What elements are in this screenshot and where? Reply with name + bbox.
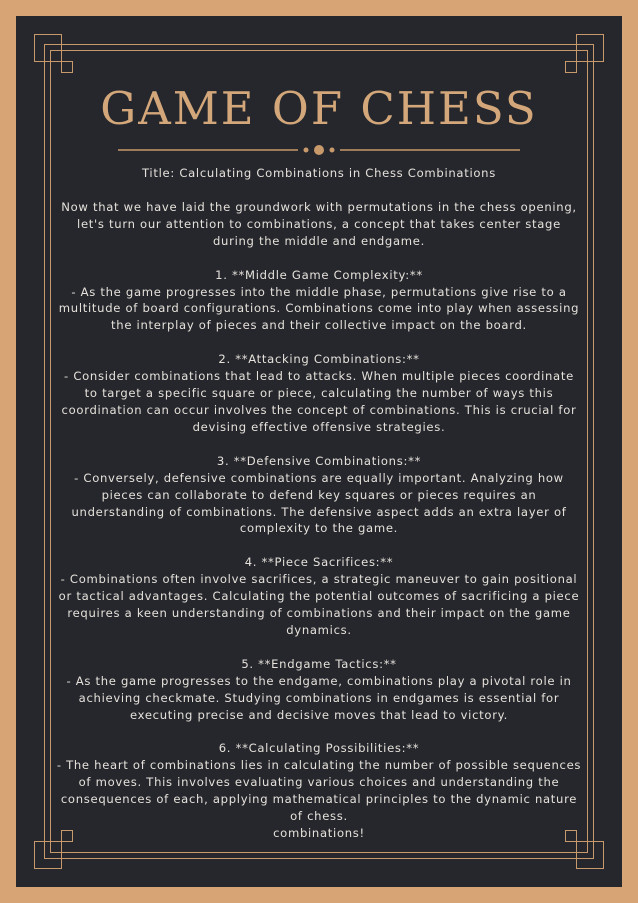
section-defensive <box>56 453 582 538</box>
section-heading: 4. **Piece Sacrifices:** <box>244 555 394 570</box>
section-body: - As the game progresses into the middle phase, permutations give rise to a multitude of board configurations. Combinations come into play when assessing the interplay of pieces and their collective impact on the board. <box>58 284 580 333</box>
section-body: - Conversely, defensive combinations are equally important. Analyzing how pieces can collaborate to defend key squares or pieces requires an understanding of combinations. The defensive aspect adds an extra layer of complexity to the game. <box>71 470 567 536</box>
section-heading: 5. **Endgame Tactics:** <box>241 656 397 671</box>
corner-ornament-bottom-left <box>34 841 62 869</box>
section-endgame <box>56 656 582 724</box>
section-body: - As the game progresses to the endgame, combinations play a pivotal role in achieving checkmate. Studying combinations in endgames is essential for executing precise and decisive moves that lead to victory. <box>66 673 572 722</box>
section-body: - Combinations often involve sacrifices, a strategic maneuver to gain positional or tactical advantages. Calculating the potential outcomes of sacrificing a piece requires a keen understanding of combinations and their impact on the game dynamics. <box>58 572 580 637</box>
poster-panel <box>16 16 622 887</box>
section-middle-game <box>56 267 582 335</box>
intro-paragraph: Now that we have laid the groundwork with permutations in the chess opening, let's turn our attention to combinations, a concept that takes center stage during the middle and endgame. <box>61 199 577 248</box>
article-subtitle: Title: Calculating Combinations in Chess Combinations <box>142 166 496 180</box>
page-title: GAME OF CHESS <box>100 82 538 135</box>
corner-ornament-top-left <box>34 34 62 62</box>
section-possibilities <box>56 740 582 841</box>
corner-ornament-top-right <box>576 34 604 62</box>
section-heading: 1. **Middle Game Complexity:** <box>215 267 423 282</box>
corner-ornament-bottom-right <box>576 841 604 869</box>
title-divider-ornament <box>118 144 520 156</box>
section-body: - Consider combinations that lead to attacks. When multiple pieces coordinate to target a specific square or piece, calculating the number of ways this coordination can occur involves the concept of combinations. This is crucial for devising effective offensive strategies. <box>61 369 577 434</box>
section-heading: 2. **Attacking Combinations:** <box>218 352 420 367</box>
article-body <box>56 165 582 842</box>
section-attacking <box>56 351 582 436</box>
section-heading: 3. **Defensive Combinations:** <box>216 453 422 468</box>
section-body: - The heart of combinations lies in calculating the number of possible sequences of moves. This involves evaluating various choices and understanding the consequences of each, applying mathematical principles to the dynamic nature of chess. combinations! <box>56 758 582 840</box>
section-heading: 6. **Calculating Possibilities:** <box>218 741 420 756</box>
section-sacrifices <box>56 554 582 639</box>
